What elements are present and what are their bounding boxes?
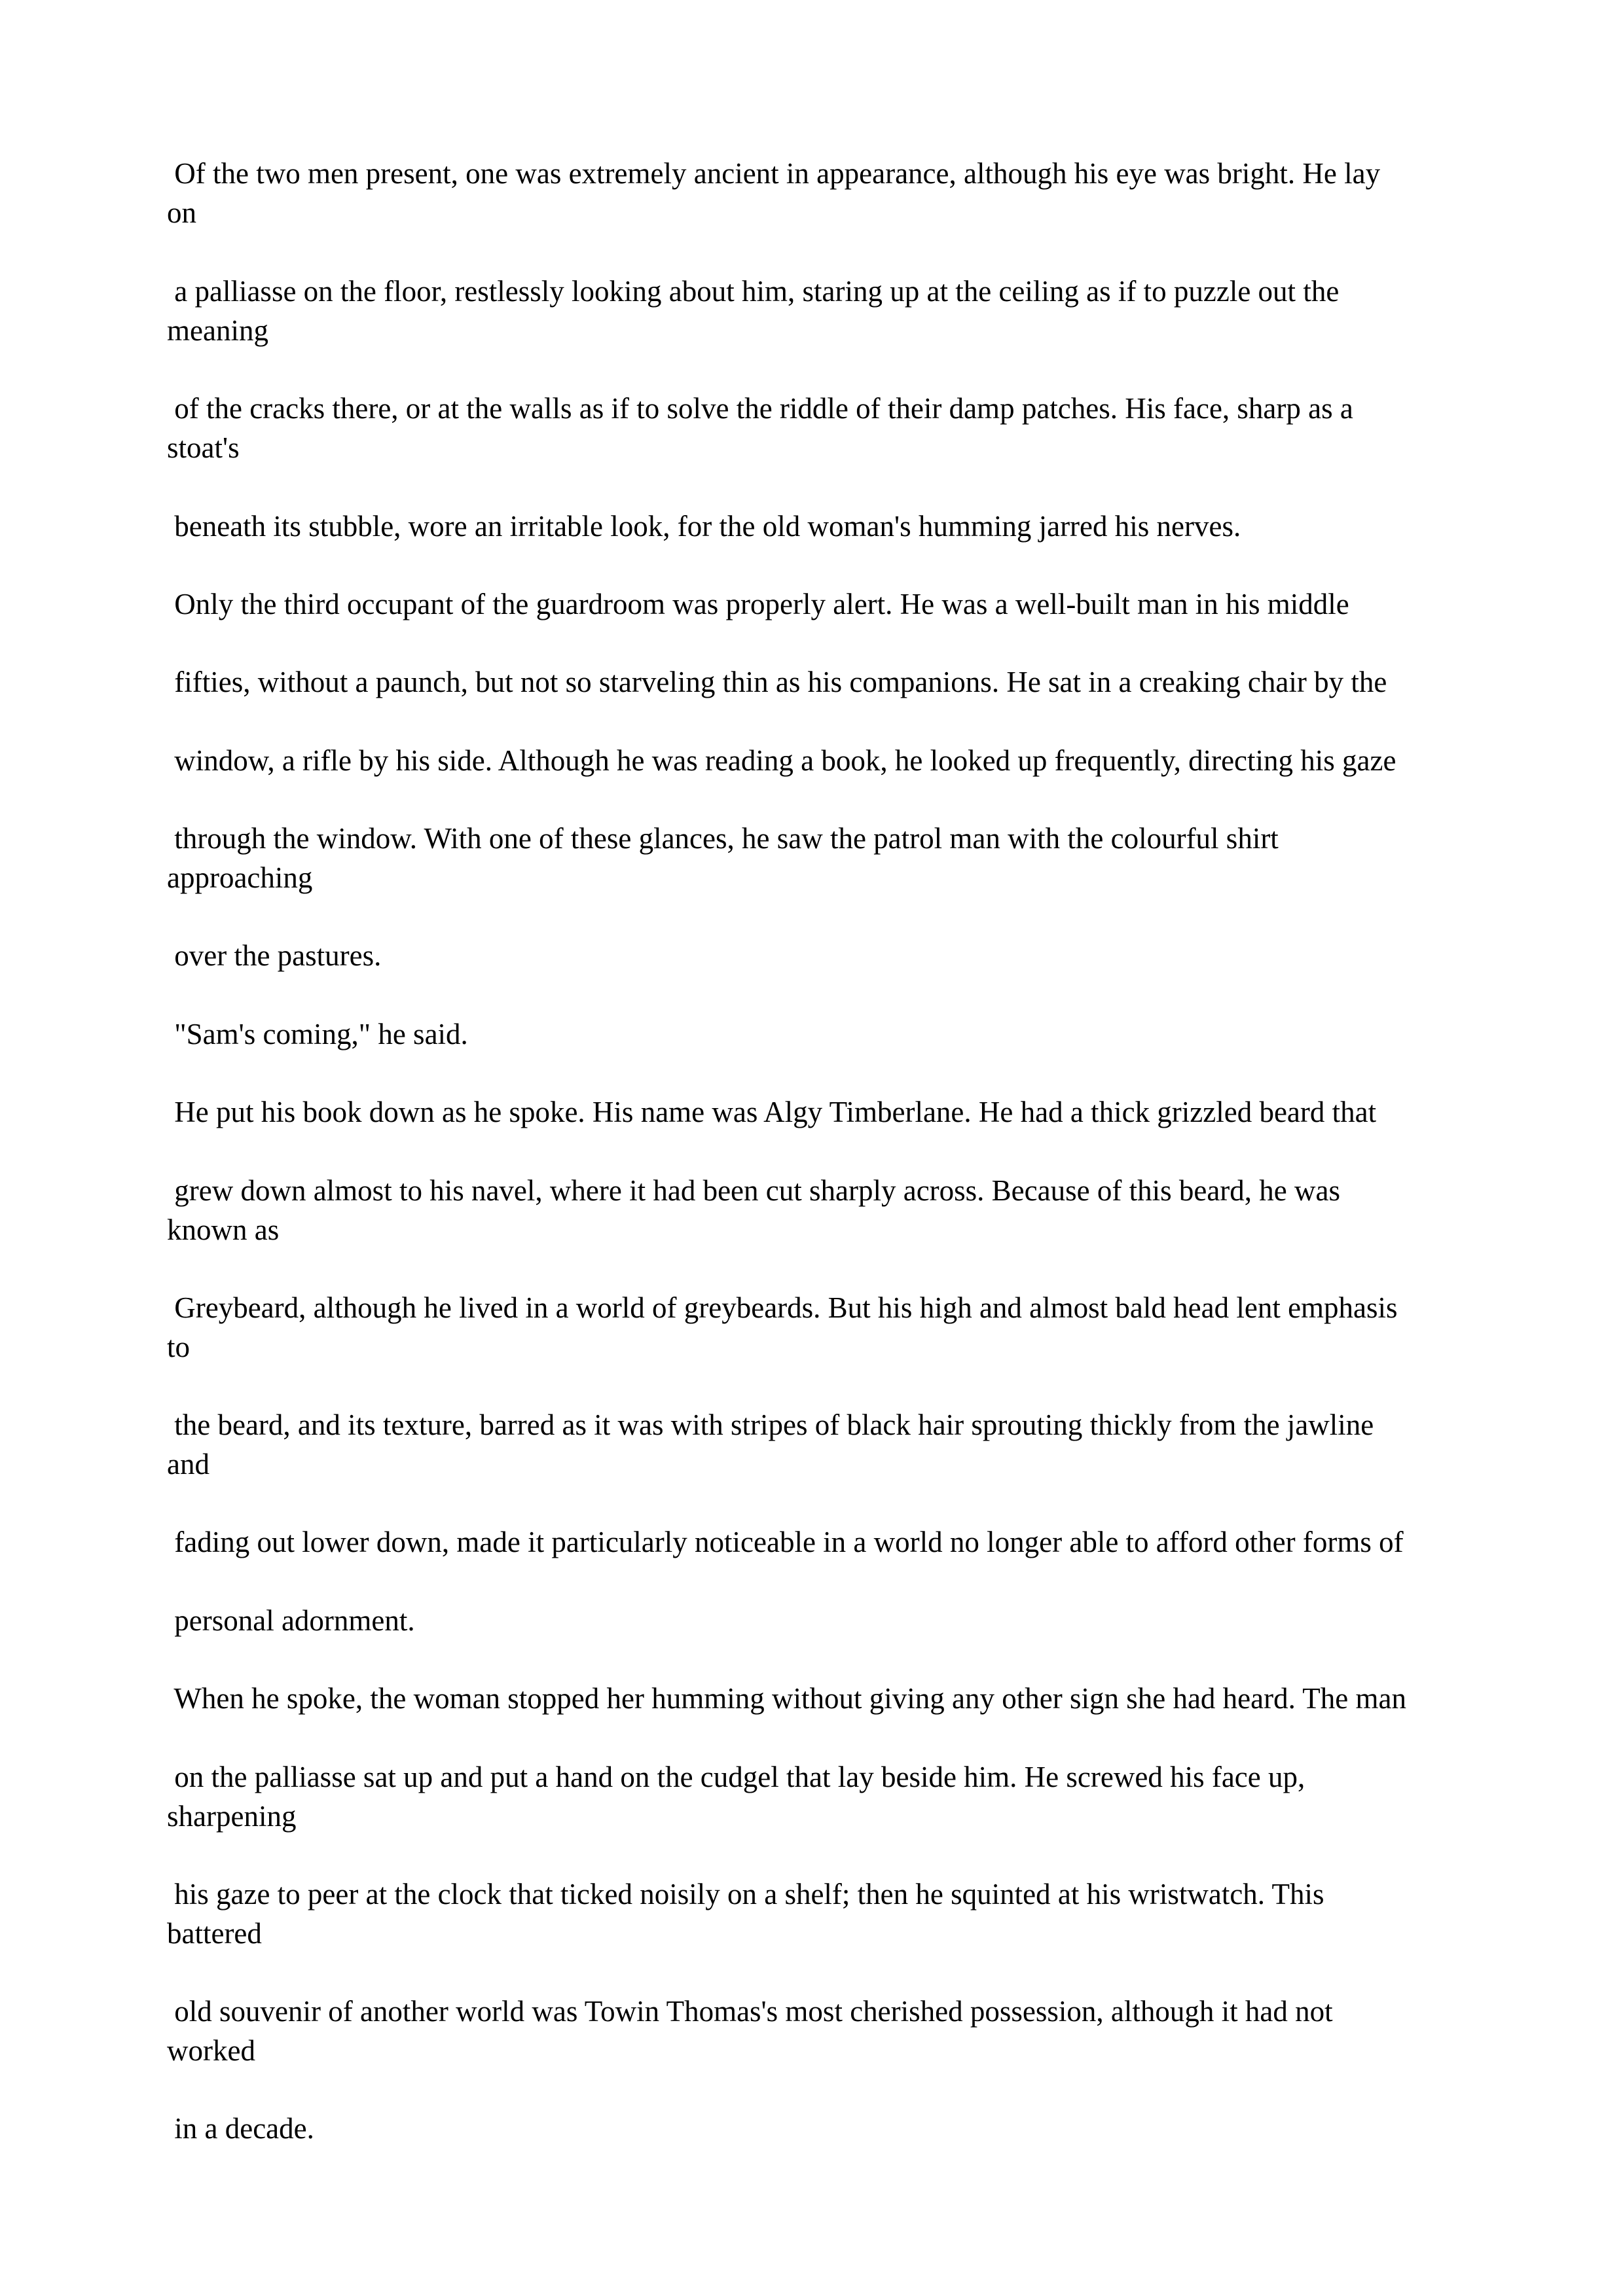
text-line: He put his book down as he spoke. His name was Algy Timberlane. He had a thick grizzled beard that <box>167 1096 1377 1128</box>
text-line: the beard, and its texture, barred as it was with stripes of black hair sprouting thickly from the jawline <box>167 1408 1374 1441</box>
text-line: sharpening <box>167 1800 297 1833</box>
text-line: to <box>167 1331 191 1363</box>
text-line: his gaze to peer at the clock that ticked noisily on a shelf; then he squinted at his wristwatch. This <box>167 1878 1324 1910</box>
text-line: through the window. With one of these glances, he saw the patrol man with the colourful shirt <box>167 822 1279 855</box>
text-line: grew down almost to his navel, where it had been cut sharply across. Because of this beard, he was <box>167 1174 1340 1207</box>
text-line: a palliasse on the floor, restlessly looking about him, staring up at the ceiling as if to puzzle out the <box>167 275 1340 308</box>
text-line: on the palliasse sat up and put a hand on the cudgel that lay beside him. He screwed his face up, <box>167 1761 1305 1793</box>
text-line: fifties, without a paunch, but not so starveling thin as his companions. He sat in a creaking chair by the <box>167 666 1387 698</box>
text-line: personal adornment. <box>167 1604 415 1637</box>
text-line: window, a rifle by his side. Although he was reading a book, he looked up frequently, directing his gaze <box>167 744 1396 777</box>
text-line: beneath its stubble, wore an irritable look, for the old woman's humming jarred his nerves. <box>167 510 1241 543</box>
text-line: When he spoke, the woman stopped her humming without giving any other sign she had heard. The man <box>167 1682 1406 1715</box>
text-line: and <box>167 1448 210 1480</box>
text-line: of the cracks there, or at the walls as if to solve the riddle of their damp patches. His face, sharp as a <box>167 392 1353 425</box>
text-line: over the pastures. <box>167 939 382 972</box>
text-line: approaching <box>167 861 313 894</box>
text-line: Of the two men present, one was extremely ancient in appearance, although his eye was bright. He lay <box>167 157 1381 190</box>
text-line: stoat's <box>167 431 240 464</box>
text-line: Only the third occupant of the guardroom was properly alert. He was a well-built man in his middle <box>167 588 1349 620</box>
text-line: on <box>167 196 196 229</box>
text-line: meaning <box>167 314 268 347</box>
text-line: "Sam's coming," he said. <box>167 1018 468 1050</box>
text-line: worked <box>167 2034 255 2067</box>
text-line: in a decade. <box>167 2112 314 2145</box>
text-line: old souvenir of another world was Towin Thomas's most cherished possession, although it had not <box>167 1995 1333 2028</box>
text-line: Greybeard, although he lived in a world of greybeards. But his high and almost bald head lent emphasis <box>167 1291 1398 1324</box>
text-line: fading out lower down, made it particularly noticeable in a world no longer able to afford other forms of <box>167 1526 1404 1558</box>
text-line: known as <box>167 1213 280 1246</box>
text-line: battered <box>167 1917 262 1950</box>
